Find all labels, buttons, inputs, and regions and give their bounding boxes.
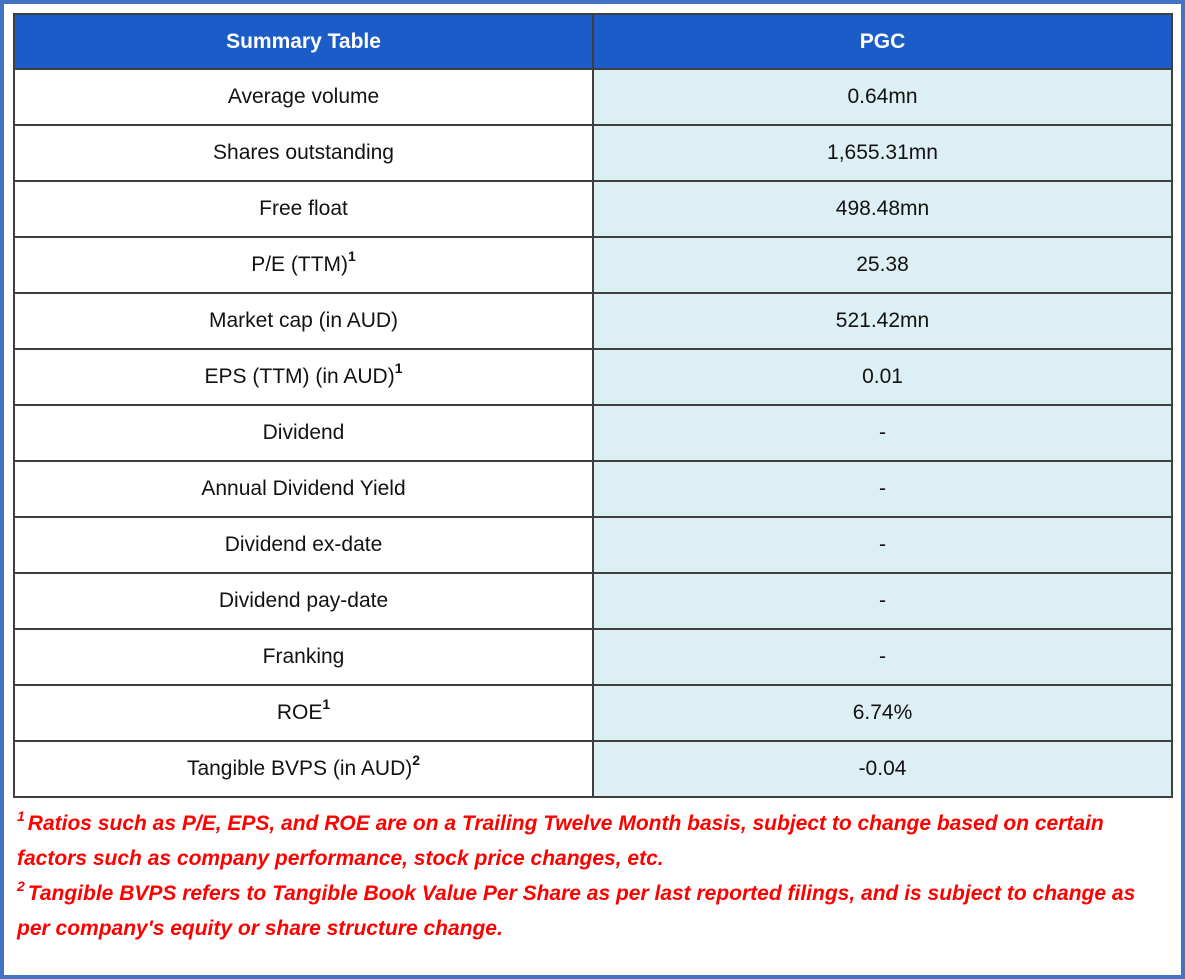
table-row	[14, 405, 1172, 461]
metric-value: -	[879, 477, 886, 501]
metric-value: 498.48mn	[835, 197, 930, 221]
table-row	[14, 237, 1172, 293]
footnote-marker: 1	[348, 248, 356, 265]
table-row	[14, 461, 1172, 517]
metric-value-cell	[593, 125, 1172, 181]
metric-label-cell	[14, 181, 593, 237]
metric-label: Dividend	[262, 421, 345, 445]
header-cell-ticker: PGC	[593, 14, 1172, 69]
metric-value-cell	[593, 685, 1172, 741]
metric-label: Annual Dividend Yield	[201, 477, 406, 501]
metric-label-cell	[14, 461, 593, 517]
footnote-marker: 1	[394, 360, 403, 377]
metric-value: 1,655.31mn	[827, 141, 938, 165]
summary-table-header	[14, 14, 1172, 69]
table-row	[14, 685, 1172, 741]
metric-value-cell	[593, 181, 1172, 237]
metric-value-cell	[593, 573, 1172, 629]
footnotes-section	[13, 798, 1173, 946]
footnote-marker: 2	[17, 878, 25, 894]
header-row	[14, 14, 1172, 69]
footnote-text: $^1$ Ratios such as P/E, EPS, and ROE are on a Trailing Twelve Month basis, subject to change based on certain factors such as company performance, stock price changes, etc.	[17, 808, 1104, 870]
metric-value-cell	[593, 629, 1172, 685]
metric-value: -	[879, 533, 886, 557]
table-row	[14, 741, 1172, 797]
metric-label-cell	[14, 741, 593, 797]
metric-label-cell	[14, 405, 593, 461]
footnote-marker: 2	[412, 752, 421, 769]
header-cell-summary-table: Summary Table	[14, 14, 593, 69]
metric-label-cell	[14, 517, 593, 573]
metric-value-cell	[593, 349, 1172, 405]
metric-label-cell	[14, 69, 593, 125]
metric-label: Dividend pay-date	[218, 589, 389, 613]
summary-table	[13, 13, 1173, 798]
metric-value-cell	[593, 517, 1172, 573]
metric-value: 6.74%	[852, 701, 913, 725]
metric-value: -0.04	[858, 757, 907, 781]
metric-label: EPS (TTM) (in AUD)	[204, 365, 395, 389]
metric-label-cell	[14, 237, 593, 293]
metric-value-cell	[593, 69, 1172, 125]
metric-label: Shares outstanding	[213, 141, 394, 165]
table-row	[14, 69, 1172, 125]
metric-value: 0.64mn	[847, 85, 918, 109]
table-row	[14, 181, 1172, 237]
metric-value: 0.01	[862, 365, 903, 389]
metric-label-cell	[14, 293, 593, 349]
metric-value: -	[879, 645, 886, 669]
metric-label: P/E (TTM)	[251, 253, 349, 277]
metric-label-cell	[14, 349, 593, 405]
metric-value: -	[879, 421, 886, 445]
metric-value-cell	[593, 461, 1172, 517]
footnote-text: $^2$ Tangible BVPS refers to Tangible Book Value Per Share as per last reported filings, and is subject to change as per company's equity or share structure change.	[17, 878, 1136, 940]
metric-label: Franking	[262, 645, 345, 669]
metric-label: Dividend ex-date	[224, 533, 383, 557]
footnote-marker: 1	[17, 808, 25, 824]
metric-label-cell	[14, 125, 593, 181]
metric-value: 25.38	[856, 253, 909, 277]
table-row	[14, 349, 1172, 405]
metric-value-cell	[593, 293, 1172, 349]
metric-value: -	[879, 589, 886, 613]
metric-label: Tangible BVPS (in AUD)	[186, 757, 413, 781]
metric-label-cell	[14, 629, 593, 685]
metric-label-cell	[14, 573, 593, 629]
metric-label: Free float	[259, 197, 348, 221]
metric-value-cell	[593, 405, 1172, 461]
summary-table-body	[14, 69, 1172, 797]
table-row	[14, 293, 1172, 349]
metric-value: 521.42mn	[835, 309, 930, 333]
metric-label: Average volume	[227, 85, 380, 109]
metric-label: ROE	[276, 701, 323, 725]
table-row	[14, 629, 1172, 685]
metric-label: Market cap (in AUD)	[208, 309, 399, 333]
table-row	[14, 573, 1172, 629]
table-row	[14, 125, 1172, 181]
metric-label-cell	[14, 685, 593, 741]
metric-value-cell	[593, 741, 1172, 797]
footnote-marker: 1	[322, 696, 331, 713]
metric-value-cell	[593, 237, 1172, 293]
table-row	[14, 517, 1172, 573]
